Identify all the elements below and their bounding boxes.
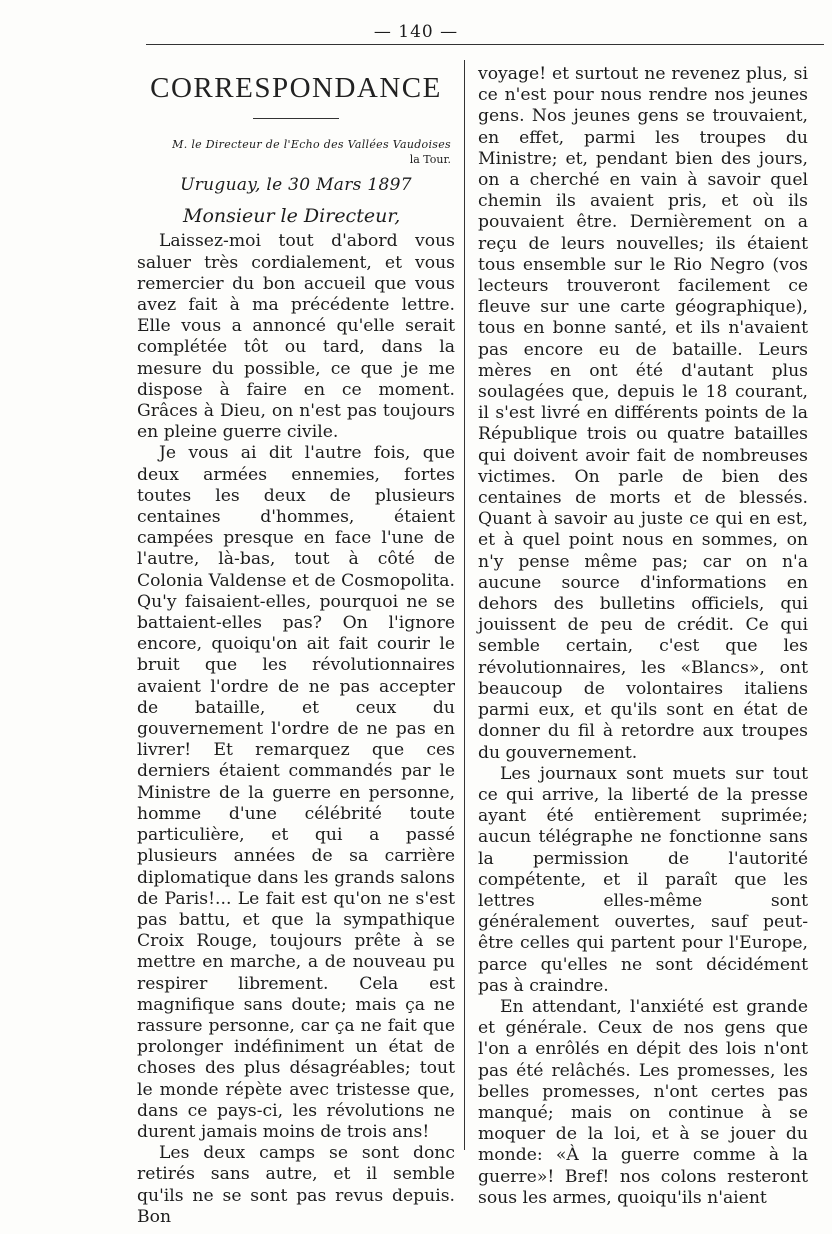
salutation: Monsieur le Directeur, bbox=[183, 205, 401, 228]
paragraph: Les deux camps se sont donc retirés sans autre, et il semble qu'ils ne se sont pas revus depuis. Bon bbox=[137, 1143, 455, 1227]
article-title: CORRESPONDANCE bbox=[150, 72, 442, 104]
paragraph: Laissez-moi tout d'abord vous saluer très cordialement, et vous remercier du bon accueil que vous avez fait à ma précédente lettre. Elle vous a annoncé qu'elle serait complétée tôt ou tard, dans la mesure du possible, ce que je me dispose à faire en ce moment. Grâces à Dieu, on n'est pas toujours en pleine guerre civile. bbox=[137, 231, 455, 443]
header-rule bbox=[146, 44, 824, 45]
recipient-place: la Tour. bbox=[409, 153, 451, 166]
page-number: — 140 — bbox=[373, 22, 459, 42]
title-rule bbox=[253, 118, 339, 119]
dateline: Uruguay, le 30 Mars 1897 bbox=[180, 175, 412, 195]
left-column bbox=[137, 62, 455, 1228]
paragraph: Les journaux sont muets sur tout ce qui arrive, la liberté de la presse ayant été entièrement suprimée; aucun télégraphe ne fonctionne sans la permission de l'autorité compétente, et il paraît que les lettres elles-même sont généralement ouvertes, sauf peut-être celles qui partent pour l'Europe, parce qu'elles ne sont décidément pas à craindre. bbox=[478, 763, 808, 996]
right-column bbox=[478, 64, 808, 1209]
paragraph: Je vous ai dit l'autre fois, que deux armées ennemies, fortes toutes les deux de plusieurs centaines d'hommes, étaient campées presque en face l'une de l'autre, là-bas, tout à côté de Colonia Valdense et de Cosmopolita. Qu'y faisaient-elles, pourquoi ne se battaient-elles pas? On l'ignore encore, quoiqu'on ait fait courir le bruit que les révolutionnaires avaient l'ordre de ne pas accepter de bataille, et ceux du gouvernement l'ordre de ne pas en livrer! Et remarquez que ces derniers étaient commandés par le Ministre de la guerre en personne, homme d'une célébrité toute particulière, et qui a passé plusieurs années de sa carrière diplomatique dans les grands salons de Paris!... Le fait est qu'on ne s'est pas battu, et que la sympathique Croix Rouge, toujours prête à se mettre en marche, a de nouveau pu respirer librement. Cela est magnifique sans doute; mais ça ne rassure personne, car ça ne fait que prolonger indéfiniment un état de choses des plus désagréables; tout le monde répète avec tristesse que, dans ce pays-ci, les révolutions ne durent jamais moins de trois ans! bbox=[137, 443, 456, 1142]
column-divider bbox=[464, 60, 465, 1150]
paragraph: voyage! et surtout ne revenez plus, si ce n'est pour nous rendre nos jeunes gens. Nos jeunes gens se trouvaient, en effet, parmi les troupes du Ministre; et, pendant bien des jours, on a cherché en vain à savoir quel chemin ils avaient pris, et où ils pouvaient être. Dernièrement on a reçu de leurs nouvelles; ils étaient tous ensemble sur le Rio Negro (vos lecteurs trouveront facilement ce fleuve sur une carte géographique), tous en bonne santé, et ils n'avaient pas encore eu de bataille. Leurs mères en ont été d'autant plus soulagées que, depuis le 18 courant, il s'est livré en différents points de la République trois ou quatre batailles qui doivent avoir fait de nombreuses victimes. On parle de bien des centaines de morts et de blessés. Quant à savoir au juste ce qui en est, et à quel point nous en sommes, on n'y pense même pas; car on n'a aucune source d'informations en dehors des bulletins officiels, qui jouissent de peu de crédit. Ce qui semble certain, c'est que les révolutionnaires, les «Blancs», ont beaucoup de volontaires italiens parmi eux, et qu'ils sont en état de donner du fil à retordre aux troupes du gouvernement. bbox=[478, 64, 808, 763]
paragraph: En attendant, l'anxiété est grande et générale. Ceux de nos gens que l'on a enrôlés en dépit des lois n'ont pas été relâchés. Les promesses, les belles promesses, n'ont certes pas manqué; mais on continue à se moquer de la loi, et à se jouer du monde: «À la guerre comme à la guerre»! Bref! nos colons resteront sous les armes, quoiqu'ils n'aient bbox=[478, 996, 808, 1208]
recipient-address: M. le Directeur de l'Echo des Vallées Vaudoises bbox=[172, 138, 451, 151]
